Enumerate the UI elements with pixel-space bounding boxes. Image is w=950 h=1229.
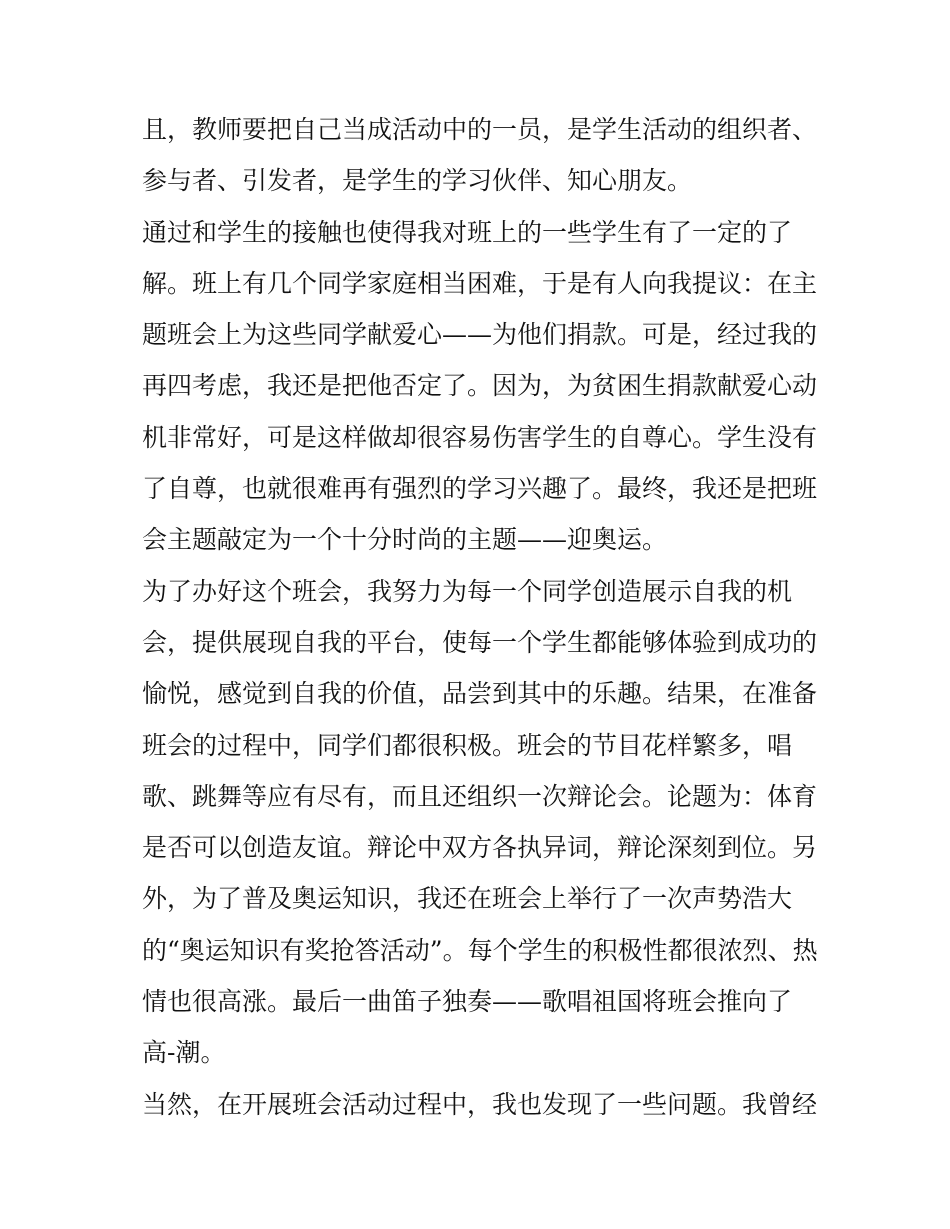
text-line: 再四考虑，我还是把他否定了。因为，为贫困生捐款献爱心动 <box>142 371 818 401</box>
text-line: 当然，在开展班会活动过程中，我也发现了一些问题。我曾经 <box>142 1089 818 1119</box>
body-text <box>142 104 822 1130</box>
text-line: 为了办好这个班会，我努力为每一个同学创造展示自我的机 <box>142 576 793 606</box>
text-line: 了自尊，也就很难再有强烈的学习兴趣了。最终，我还是把班 <box>142 474 818 504</box>
text-line: 通过和学生的接触也使得我对班上的一些学生有了一定的了 <box>142 217 793 247</box>
text-line: 外，为了普及奥运知识，我还在班会上举行了一次声势浩大 <box>142 884 793 914</box>
text-line: 解。班上有几个同学家庭相当困难，于是有人向我提议：在主 <box>142 268 818 298</box>
text-line: 班会的过程中，同学们都很积极。班会的节目花样繁多，唱 <box>142 730 793 760</box>
text-line: 会，提供展现自我的平台，使每一个学生都能够体验到成功的 <box>142 627 818 657</box>
text-line: 会主题敲定为一个十分时尚的主题——迎奥运。 <box>142 525 668 555</box>
text-line: 题班会上为这些同学献爱心——为他们捐款。可是，经过我的 <box>142 320 818 350</box>
text-line: 高-潮。 <box>142 1038 226 1068</box>
text-line: 机非常好，可是这样做却很容易伤害学生的自尊心。学生没有 <box>142 422 818 452</box>
text-line: 是否可以创造友谊。辩论中双方各执异词，辩论深刻到位。另 <box>142 833 818 863</box>
text-line: 愉悦，感觉到自我的价值，品尝到其中的乐趣。结果，在准备 <box>142 679 818 709</box>
text-line: 的“奥运知识有奖抢答活动”。每个学生的积极性都很浓烈、热 <box>142 935 818 965</box>
text-line: 参与者、引发者，是学生的学习伙伴、知心朋友。 <box>142 166 693 196</box>
text-line: 且，教师要把自己当成活动中的一员，是学生活动的组织者、 <box>142 115 818 144</box>
text-line: 歌、跳舞等应有尽有，而且还组织一次辩论会。论题为：体育 <box>142 781 818 811</box>
text-line: 情也很高涨。最后一曲笛子独奏——歌唱祖国将班会推向了 <box>142 987 793 1017</box>
